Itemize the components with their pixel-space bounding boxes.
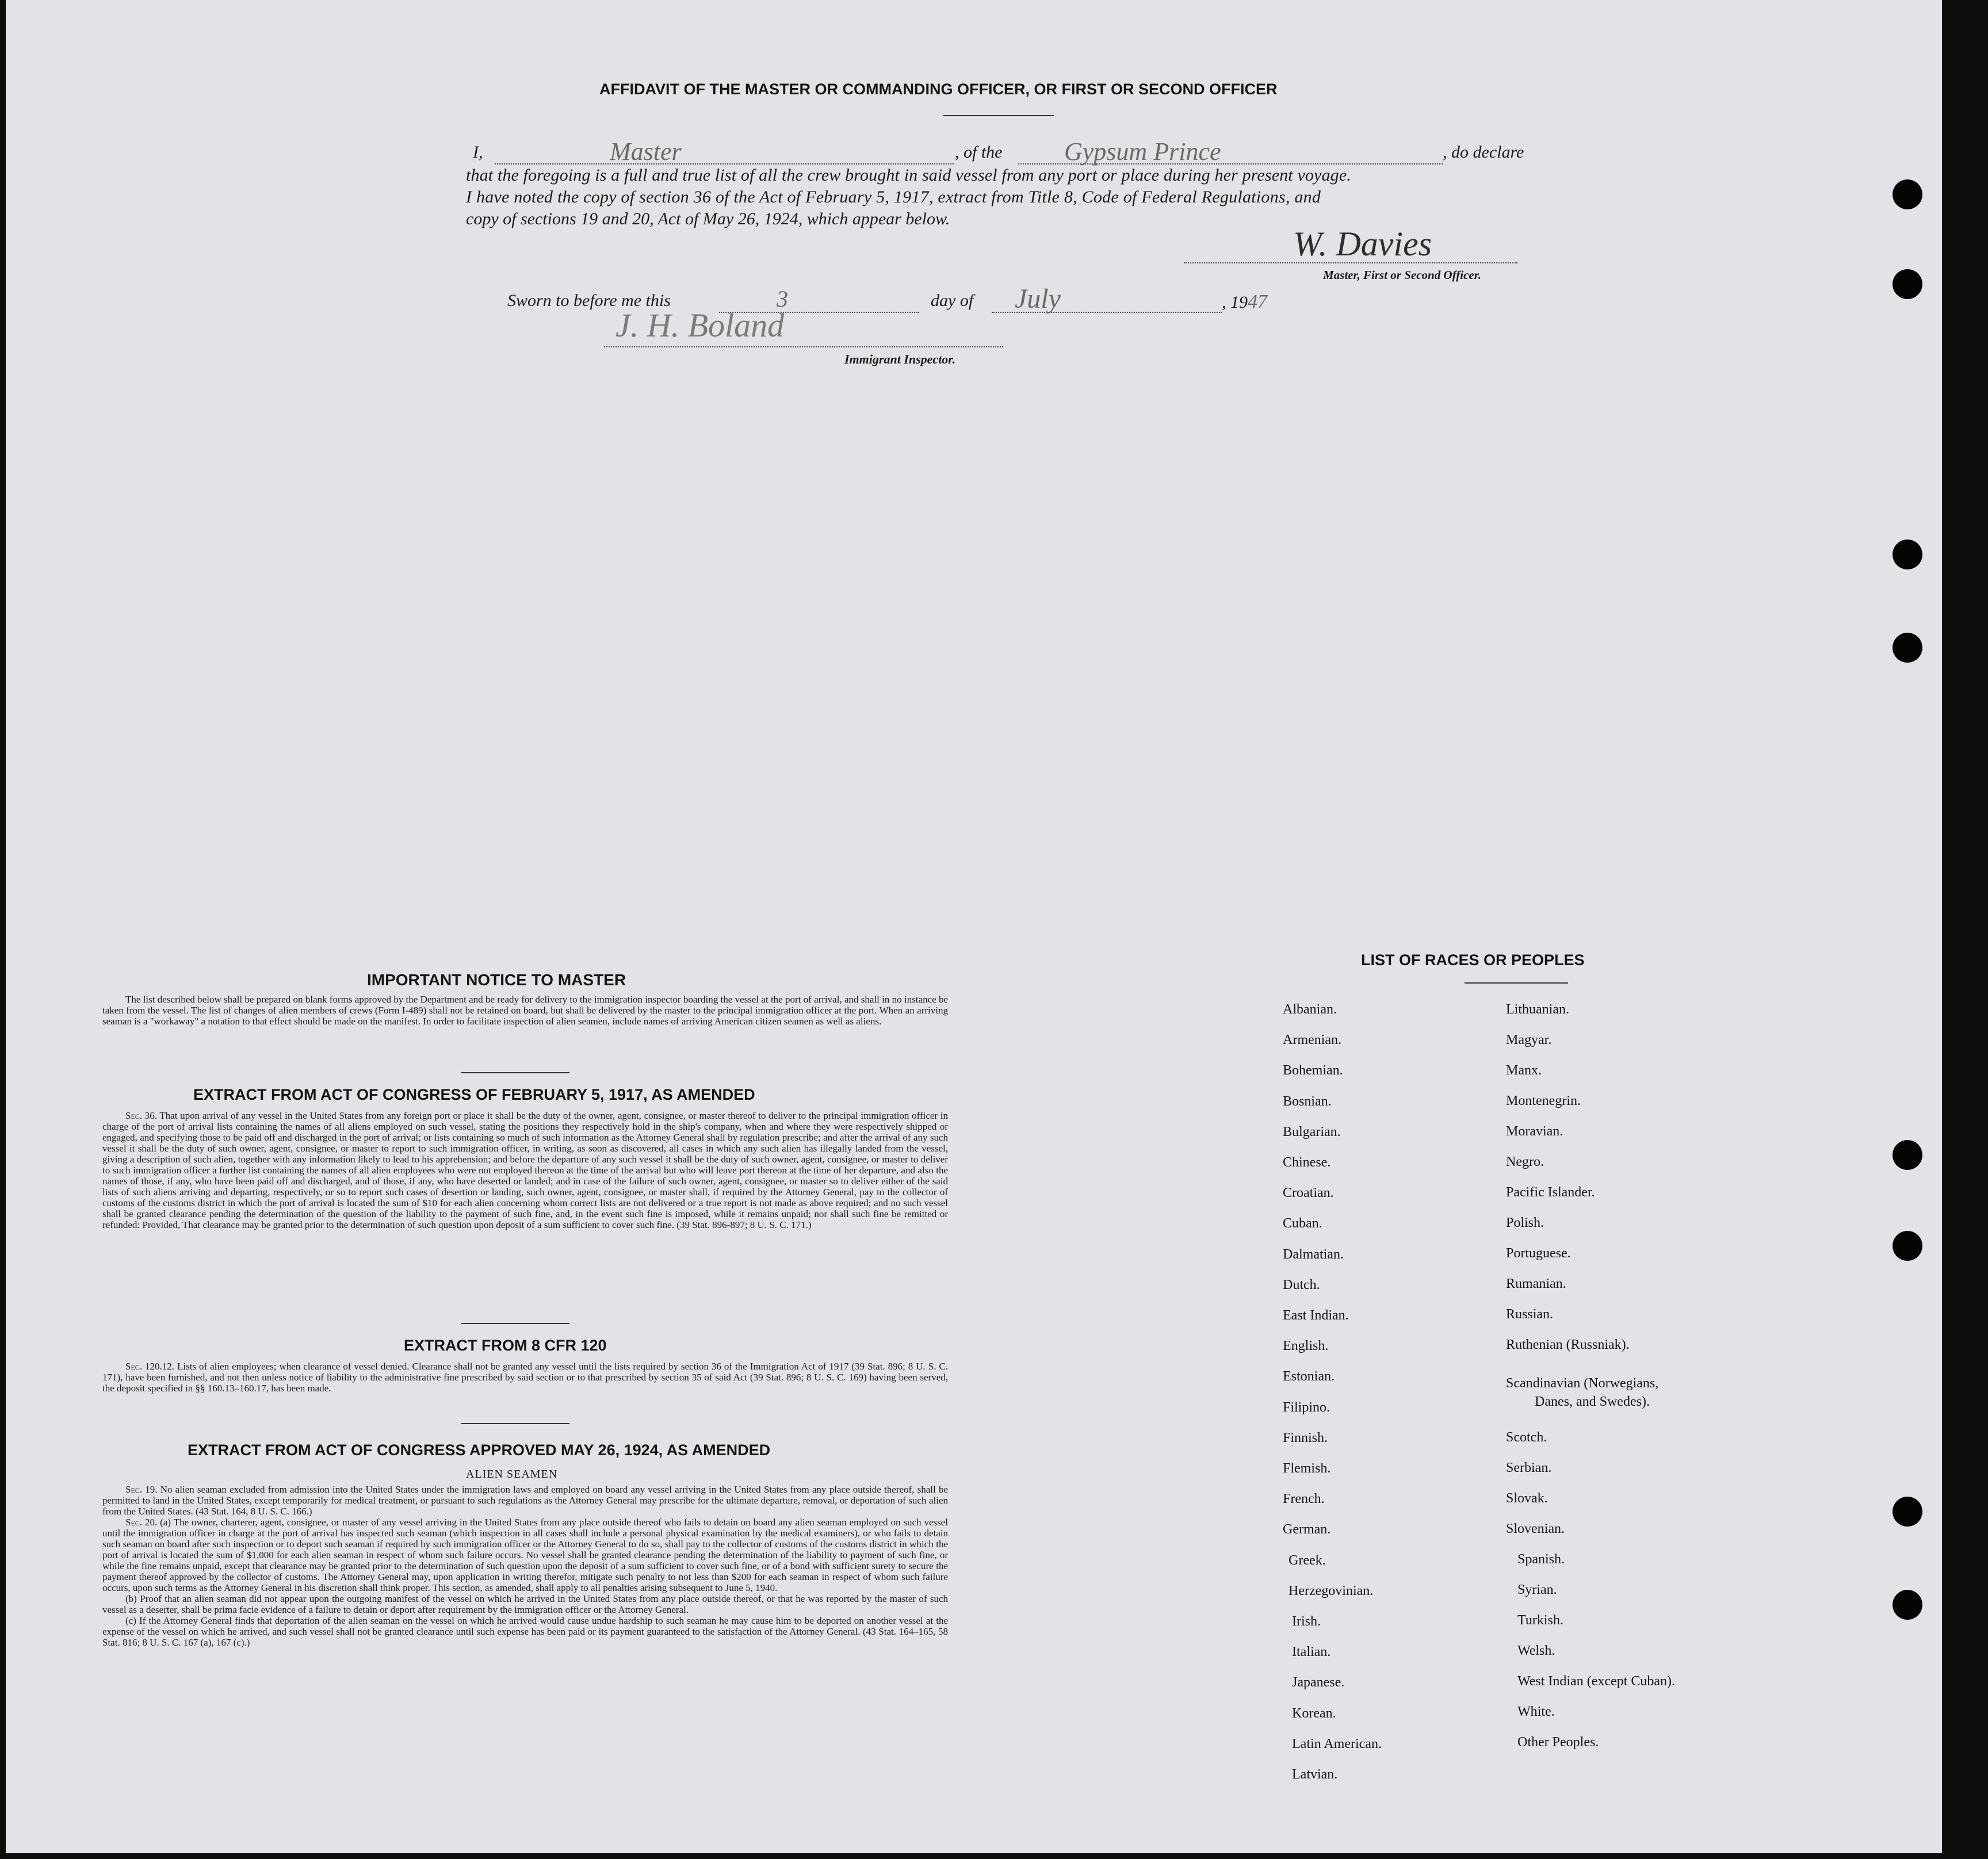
race-item: Latin American. <box>1292 1736 1382 1751</box>
divider <box>461 1072 569 1073</box>
race-item: Dalmatian. <box>1283 1246 1344 1262</box>
race-item: English. <box>1283 1338 1329 1354</box>
race-item: Slovenian. <box>1506 1521 1565 1536</box>
race-item: Dutch. <box>1283 1277 1320 1292</box>
race-item: East Indian. <box>1283 1308 1349 1323</box>
sec-120-text: Lists of alien employees; when clearance of vessel denied. Clearance shall not be granted any vessel until the lists required by section 36 of the Immigration Act of 1917 (39 Stat. 896; 8 U. S. C. 171), have been furnished, and not then unless notice of liability to the administrative fine prescribed by said section or to that prescribed by section 35 of said Act (39 Stat. 896; 8 U. S. C. 169) having been served, the deposit specified in §§ 160.13–160.17, has been made. <box>102 1361 948 1394</box>
day-handwritten: 3 <box>777 286 788 312</box>
race-item: Cuban. <box>1283 1216 1322 1231</box>
race-item: Croatian. <box>1283 1185 1334 1201</box>
divider <box>461 1423 569 1424</box>
race-item: Estonian. <box>1283 1369 1335 1384</box>
punch-hole <box>1893 1140 1922 1170</box>
affidavit-of-the: , of the <box>955 143 1003 162</box>
extract-cfr-title: EXTRACT FROM 8 CFR 120 <box>404 1337 607 1354</box>
sec-20a-text: (a) The owner, charterer, agent, consignee, or master of any vessel arriving in the United States from any place outside thereof who fails to detain on board any alien seaman employed on such vessel until the immigration officer in charge at the port of arrival has inspected such seaman (which inspection in all cases shall include a personal physical examination by the medical examiners), or who fails to detain such seaman on board after such inspection or to deport such seaman if required by such immigration officer or the Attorney General to do so, shall pay to the collector of customs of the customs district in which the port of arrival is located the sum of $1,000 for each alien seaman in respect of whom such failure occurs. No vessel shall be granted clearance pending the determination of the liability to payment of such fine, or while the fine remains unpaid, except that clearance may be granted prior to the determination of such question upon the deposit of a sum sufficient to cover such fine, or of a bond with sufficient surety to secure the payment thereof approved by the collector of customs. The Attorney General may, upon application in writing therefor, mitigate such penalty to not less than $200 for each seaman in respect of whom such failure occurs, upon such terms as the Attorney General in his discretion shall think proper. This section, as amended, shall apply to all penalties arising subsequent to June 5, 1940. <box>102 1517 948 1593</box>
race-item: German. <box>1283 1522 1331 1537</box>
race-item: Irish. <box>1292 1614 1321 1629</box>
officer-field <box>495 137 954 166</box>
inspector-signature-line <box>604 307 1003 347</box>
race-item: Pacific Islander. <box>1506 1185 1595 1200</box>
sec-36-label: Sec. 36. <box>125 1110 157 1121</box>
race-item: Albanian. <box>1283 1002 1337 1017</box>
race-item: Russian. <box>1506 1307 1554 1322</box>
race-item: Serbian. <box>1506 1460 1552 1475</box>
affidavit-line-2: that the foregoing is a full and true list of all the crew brought in said vessel from any port or place during her present voyage. <box>466 166 1351 185</box>
race-item: Slovak. <box>1506 1491 1548 1506</box>
race-item: Bosnian. <box>1283 1093 1332 1109</box>
race-item: Other Peoples. <box>1517 1735 1599 1750</box>
extract-1917-body <box>102 1110 948 1230</box>
race-item: Turkish. <box>1517 1613 1563 1628</box>
document-page <box>6 0 1942 1853</box>
notice-text: The list described below shall be prepared on blank forms approved by the Department and be ready for delivery to the immigration inspector boarding the vessel at the port of arrival, and shall in no instance be taken from the vessel. The list of changes of alien members of crews (Form I-489) shall not be retained on board, but shall be delivered by the master to the principal immigration officer at the port. When an arriving seaman is a "workaway" a notation to that effect should be made on the manifest. In order to facilitate inspection of alien seamen, include names of arriving American citizen seamen as well as aliens. <box>102 994 948 1027</box>
sec-36-text: That upon arrival of any vessel in the United States from any foreign port or place it shall be the duty of the owner, agent, consignee, or master thereof to deliver to the principal immigration officer in charge of the port of arrival lists containing the names of all aliens employed on such vessel, stating the positions they respectively hold in the ship's company, when and where they were respectively shipped or engaged, and specifying those to be paid off and discharged in the port of arrival; or lists containing so much of such information as the Attorney General shall by regulation prescribe; and after the arrival of any such vessel it shall be the duty of such owner, agent, consignee, or master to report to such immigration officer, in writing, as soon as discovered, all cases in which any such alien has illegally landed from the vessel, giving a description of such alien, together with any information likely to lead to his apprehension; and before the departure of any such vessel it shall be the duty of such owner, agent, consignee, or master to deliver to such immigration officer a further list containing the names of all alien employees who were not employed thereon at the time of the arrival but who will leave port thereon at the time of her departure, and also the names of those, if any, who have been paid off and discharged, and of those, if any, who have deserted or landed; and in case of the failure of such owner, agent, consignee, or master so to deliver either of the said lists of such aliens arriving and departing, respectively, or so to report such cases of desertion or landing, such owner, agent, consignee, or master shall, if required by the Attorney General, pay to the collector of customs of the customs district in which the port of arrival is located the sum of $10 for each alien concerning whom correct lists are not delivered or a true report is not made as above required; and no such vessel shall be granted clearance pending the determination of the question of the liability to the payment of such fine, and, in the event such fine is imposed, while it remains unpaid; nor shall such fine be remitted or refunded: Provided, That clearance may be granted prior to the determination of such question upon deposit of a sum sufficient to cover such fine. (39 Stat. 896-897; 8 U. S. C. 171.) <box>102 1110 948 1230</box>
race-item: Herzegovinian. <box>1289 1583 1374 1598</box>
race-item: Greek. <box>1289 1552 1326 1568</box>
race-item: Scandinavian (Norwegians, <box>1506 1376 1659 1391</box>
month-field <box>992 284 1222 314</box>
affidavit-title: AFFIDAVIT OF THE MASTER OR COMMANDING OFFICER, OR FIRST OR SECOND OFFICER <box>599 81 1278 98</box>
punch-hole <box>1893 1497 1922 1527</box>
sec-20c-paragraph: (c) If the Attorney General finds that deportation of the alien seaman on the vessel on which he arrived would cause undue hardship to such seaman he may cause him to be deported on another vessel at the expense of the vessel on which he arrived, and such vessel shall not be granted clearance until such expense has been paid or its payment guaranteed to the satisfaction of the Attorney General. (43 Stat. 164–165, 58 Stat. 816; 8 U. S. C. 167 (a), 167 (c).) <box>102 1615 948 1648</box>
race-item: Welsh. <box>1517 1643 1555 1658</box>
race-item: Filipino. <box>1283 1399 1331 1415</box>
year-prefix-text: , 19 <box>1222 293 1248 312</box>
year-prefix <box>1222 291 1267 313</box>
extract-1917-title: EXTRACT FROM ACT OF CONGRESS OF FEBRUARY 5, 1917, AS AMENDED <box>193 1086 755 1103</box>
extract-1924-body <box>102 1484 948 1648</box>
race-item: Armenian. <box>1283 1032 1341 1048</box>
race-item: Chinese. <box>1283 1155 1331 1170</box>
inspector-caption: Immigrant Inspector. <box>844 352 956 366</box>
race-item: Polish. <box>1506 1215 1544 1230</box>
year-handwritten: 47 <box>1248 291 1267 312</box>
sec-20-label: Sec. 20. <box>125 1517 158 1528</box>
punch-hole <box>1893 540 1922 569</box>
sec-20a-paragraph <box>102 1517 948 1593</box>
race-item: Danes, and Swedes). <box>1535 1394 1650 1409</box>
race-item: Finnish. <box>1283 1430 1328 1445</box>
race-item: Portuguese. <box>1506 1246 1571 1261</box>
alien-seamen-subtitle: ALIEN SEAMEN <box>466 1468 558 1481</box>
affidavit-line-4: copy of sections 19 and 20, Act of May 26, 1924, which appear below. <box>466 209 950 228</box>
affidavit-line-3: I have noted the copy of section 36 of the Act of February 5, 1917, extract from Title 8, Code of Federal Regulations, and <box>466 188 1321 206</box>
punch-hole <box>1893 633 1922 663</box>
day-of-text: day of <box>931 291 974 310</box>
race-item: Spanish. <box>1517 1552 1565 1567</box>
sec-20b-paragraph: (b) Proof that an alien seaman did not appear upon the outgoing manifest of the vessel on which he arrived in the United States from any place outside thereof, or that he was reported by the master of such vessel as a deserter, shall be prima facie evidence of a failure to detain or deport after requirement by the immigration officer or the Attorney General. <box>102 1593 948 1615</box>
extract-cfr-body <box>102 1361 948 1394</box>
race-item: Moravian. <box>1506 1124 1563 1139</box>
race-item: Scotch. <box>1506 1430 1547 1445</box>
notice-body <box>102 994 948 1027</box>
sec-19-text: No alien seaman excluded from admission into the United States under the immigration laws and employed on board any vessel arriving in the United States from any place outside thereof, shall be permitted to land in the United States, except temporarily for medical treatment, or pursuant to such regulations as the Attorney General may prescribe for the ultimate departure, removal, or deportation of such alien from the United States. (43 Stat. 164, 8 U. S. C. 166.) <box>102 1484 948 1517</box>
vessel-field <box>1018 137 1443 166</box>
race-item: Japanese. <box>1292 1675 1345 1690</box>
signature-caption: Master, First or Second Officer. <box>1323 268 1481 282</box>
vessel-handwritten: Gypsum Prince <box>1064 137 1221 166</box>
race-item: Rumanian. <box>1506 1276 1566 1291</box>
sec-19-label: Sec. 19. <box>125 1484 158 1495</box>
race-item: White. <box>1517 1704 1555 1719</box>
race-item: Flemish. <box>1283 1461 1331 1476</box>
race-item: West Indian (except Cuban). <box>1517 1674 1675 1689</box>
sec-19-paragraph <box>102 1484 948 1517</box>
races-title: LIST OF RACES OR PEOPLES <box>1361 951 1585 969</box>
affidavit-do-declare: , do declare <box>1443 143 1524 162</box>
race-item: Lithuanian. <box>1506 1002 1569 1017</box>
officer-handwritten: Master <box>610 137 682 166</box>
race-item: Manx. <box>1506 1063 1542 1078</box>
race-item: Korean. <box>1292 1705 1336 1721</box>
race-item: Bohemian. <box>1283 1063 1343 1078</box>
race-item: Ruthenian (Russniak). <box>1506 1337 1630 1352</box>
sec-120-label: Sec. 120.12. <box>125 1361 174 1372</box>
punch-hole <box>1893 179 1922 209</box>
race-item: Montenegrin. <box>1506 1093 1581 1108</box>
sworn-text: Sworn to before me this <box>507 291 671 310</box>
race-item: Magyar. <box>1506 1032 1552 1047</box>
divider <box>943 115 1054 116</box>
punch-hole <box>1893 1231 1922 1261</box>
race-item: French. <box>1283 1491 1325 1507</box>
extract-1924-title: EXTRACT FROM ACT OF CONGRESS APPROVED MAY 26, 1924, AS AMENDED <box>188 1441 771 1459</box>
notice-title: IMPORTANT NOTICE TO MASTER <box>367 971 626 989</box>
inspector-signature: J. H. Boland <box>615 307 785 344</box>
divider <box>1465 982 1568 984</box>
divider <box>461 1323 569 1324</box>
race-item: Italian. <box>1292 1644 1331 1660</box>
race-item: Latvian. <box>1292 1767 1338 1782</box>
affidavit-i: I, <box>473 143 483 162</box>
race-item: Syrian. <box>1517 1582 1557 1597</box>
month-handwritten: July <box>1015 284 1061 314</box>
master-signature: W. Davies <box>1293 225 1432 263</box>
race-item: Bulgarian. <box>1283 1124 1341 1139</box>
race-item: Negro. <box>1506 1154 1544 1169</box>
master-signature-line <box>1184 225 1517 263</box>
punch-hole <box>1893 269 1922 299</box>
punch-hole <box>1893 1590 1922 1620</box>
